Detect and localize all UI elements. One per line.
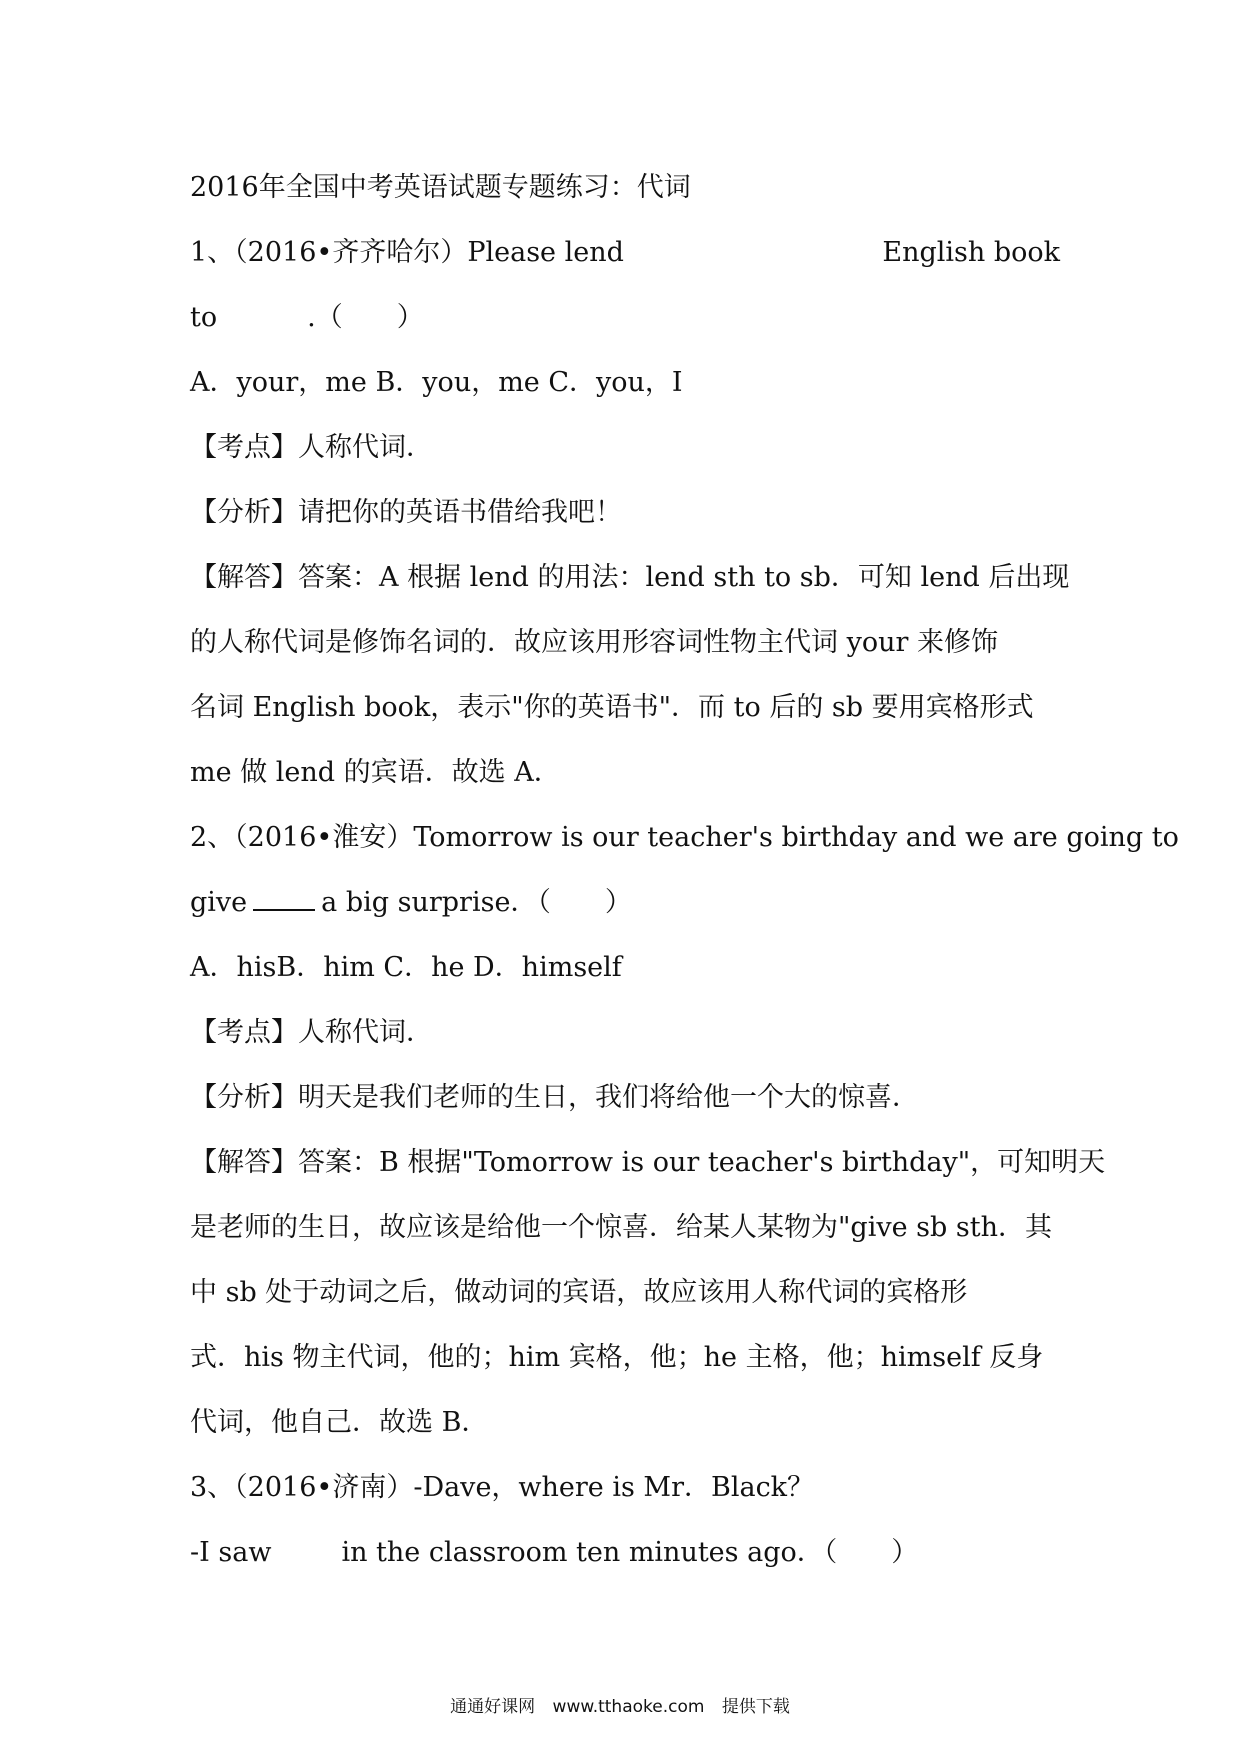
footer-site-name: 通通好课网 xyxy=(450,1697,536,1717)
footer-url[interactable]: www.tthaoke.com xyxy=(552,1697,705,1717)
q2-jieda-line-5: 代词，他自己．故选 B． xyxy=(190,1407,489,1438)
q1-jieda-line-4: me 做 lend 的宾语．故选 A． xyxy=(190,757,561,788)
q2-stem-line-2 xyxy=(190,870,1060,935)
q1-answer-paren: .（ ） xyxy=(307,302,424,333)
footer-action: 提供下载 xyxy=(721,1697,790,1717)
q2-blank-underline xyxy=(253,887,315,911)
q2-jieda-line-3: 中 sb 处于动词之后，做动词的宾语，故应该用人称代词的宾格形 xyxy=(190,1277,968,1308)
q3-stem-rest: in the classroom ten minutes ago．（ ） xyxy=(341,1537,919,1568)
q2-stem-rest: a big surprise．（ ） xyxy=(321,887,632,918)
q1-stem-line-1 xyxy=(190,220,1060,285)
q2-jieda-line-1: 【解答】答案：B 根据"Tomorrow is our teacher's birthday"，可知明天 xyxy=(190,1147,1106,1178)
q1-stem-part-a: 1、（2016•齐齐哈尔）Please lend xyxy=(190,237,624,268)
q3-stem-line-2 xyxy=(190,1520,1060,1585)
q2-jieda-line-2: 是老师的生日，故应该是给他一个惊喜．给某人某物为"give sb sth．其 xyxy=(190,1212,1052,1243)
q1-jieda-line-3: 名词 English book，表示"你的英语书"．而 to 后的 sb 要用宾格形式 xyxy=(190,692,1034,723)
q1-fenxi: 【分析】请把你的英语书借给我吧！ xyxy=(190,497,622,528)
document-title: 2016年全国中考英语试题专题练习：代词 xyxy=(190,172,691,203)
q2-kaodian: 【考点】人称代词． xyxy=(190,1017,433,1048)
q1-kaodian: 【考点】人称代词． xyxy=(190,432,433,463)
q1-stem-line-2 xyxy=(190,285,1060,350)
q1-options: A．your，me B．you，me C．you，I xyxy=(190,367,683,398)
q3-stem-line-1: 3、（2016•济南）-Dave，where is Mr．Black？ xyxy=(190,1472,815,1503)
q2-jieda-line-4: 式．his 物主代词，他的；him 宾格，他；he 主格，他；himself 反身 xyxy=(190,1342,1044,1373)
q2-stem-give: give xyxy=(190,887,248,918)
q2-fenxi: 【分析】明天是我们老师的生日，我们将给他一个大的惊喜． xyxy=(190,1082,919,1113)
q1-stem-to: to xyxy=(190,302,218,333)
q1-jieda-line-1: 【解答】答案：A 根据 lend 的用法：lend sth to sb．可知 lend 后出现 xyxy=(190,562,1070,593)
q2-options: A．hisB．him C．he D．himself xyxy=(190,952,622,983)
page-footer xyxy=(0,1692,1240,1717)
q1-jieda-line-2: 的人称代词是修饰名词的．故应该用形容词性物主代词 your 来修饰 xyxy=(190,627,998,658)
q3-stem-i-saw: -I saw xyxy=(190,1537,272,1568)
q1-stem-part-b: English book xyxy=(882,237,1060,268)
q2-stem-line-1: 2、（2016•淮安）Tomorrow is our teacher's birthday and we are going to xyxy=(190,822,1179,853)
document-body xyxy=(190,155,1179,1585)
